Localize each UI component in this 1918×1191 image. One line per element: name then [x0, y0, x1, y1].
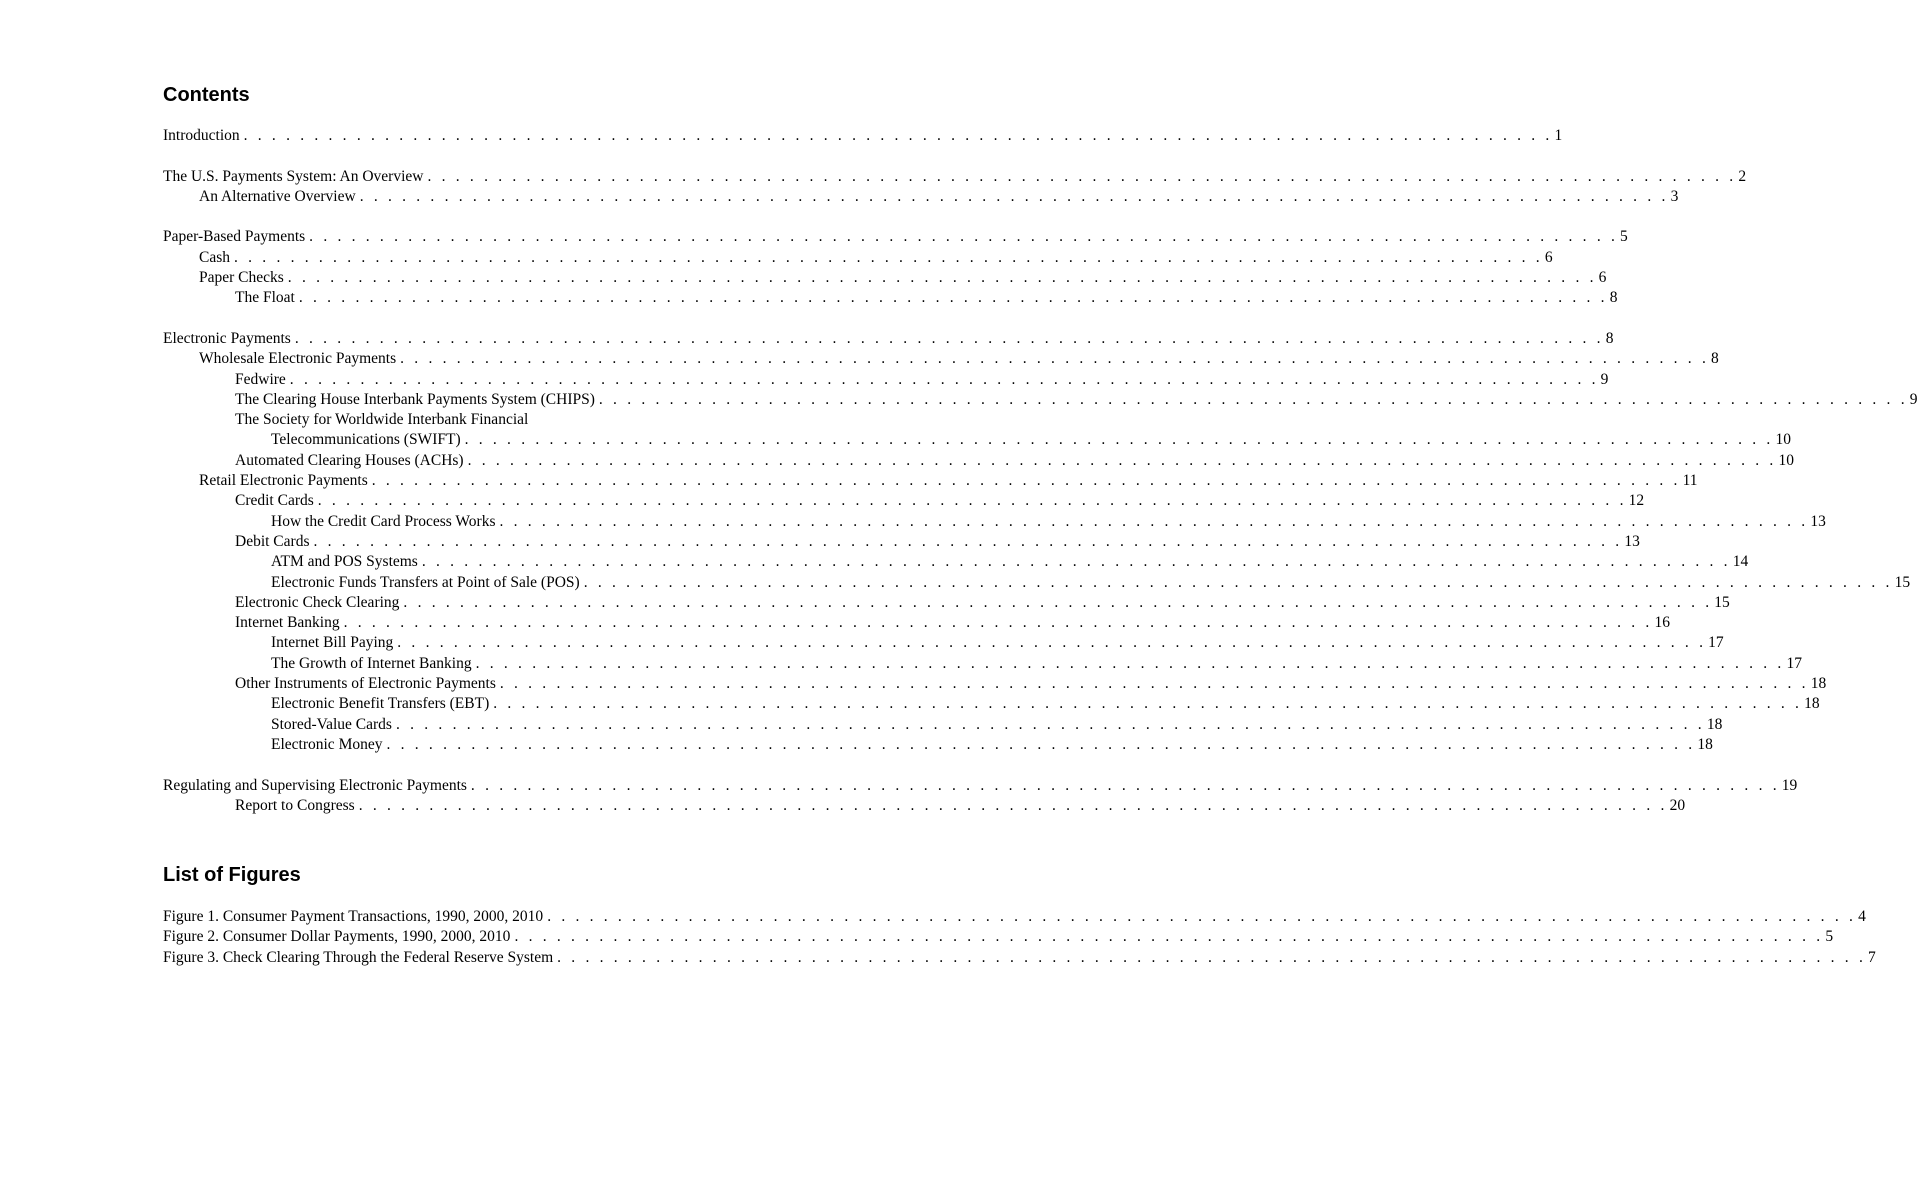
toc-entry-page: 18 — [1810, 675, 1827, 693]
dot-leader: . . . . . . . . . . . . . . . . . . . . . . . . . . . . . . . . . . . . . . . . . . . . . . . . . . . . . . . . . . . . . . . . . . . . . . . . . . . . . . . . . . . . . . . . . . . . . — [400, 350, 1710, 368]
toc-entry-title: Electronic Funds Transfers at Point of Sale (POS) — [271, 573, 580, 591]
toc-entry[interactable] — [163, 370, 1609, 390]
toc-entry-page: 2 — [1738, 167, 1747, 185]
toc-entry-title: Retail Electronic Payments — [199, 472, 368, 490]
toc-entry-title: Other Instruments of Electronic Payments — [235, 675, 496, 693]
dot-leader: . . . . . . . . . . . . . . . . . . . . . . . . . . . . . . . . . . . . . . . . . . . . . . . . . . . . . . . . . . . . . . . . . . . . . . . . . . . . . . . . . . . . . . . . . . . . . — [403, 593, 1713, 611]
toc-entry-title: Report to Congress — [235, 796, 355, 814]
figures-heading: List of Figures — [163, 864, 301, 887]
toc-entry-title: The U.S. Payments System: An Overview — [163, 167, 424, 185]
dot-leader: . . . . . . . . . . . . . . . . . . . . . . . . . . . . . . . . . . . . . . . . . . . . . . . . . . . . . . . . . . . . . . . . . . . . . . . . . . . . . . . . . . . . . . . . . . . . . — [371, 472, 1681, 490]
contents-list — [163, 126, 1918, 816]
toc-entry[interactable] — [163, 248, 1553, 268]
dot-leader: . . . . . . . . . . . . . . . . . . . . . . . . . . . . . . . . . . . . . . . . . . . . . . . . . . . . . . . . . . . . . . . . . . . . . . . . . . . . . . . . . . . . . . . . . . . . . — [493, 695, 1803, 713]
toc-entry-page: 12 — [1628, 492, 1645, 510]
toc-entry[interactable] — [163, 471, 1698, 491]
toc-entry[interactable] — [163, 167, 1747, 187]
toc-entry-title: Electronic Payments — [163, 329, 291, 347]
toc-entry-title: Stored-Value Cards — [271, 715, 392, 733]
toc-entry-title: Introduction — [163, 127, 240, 144]
toc-entry-page: 6 — [1598, 269, 1607, 287]
toc-entry-title: The Float — [235, 289, 295, 307]
toc-entry-page: 8 — [1609, 289, 1618, 307]
toc-entry-title: Internet Bill Paying — [271, 634, 394, 652]
toc-entry-page: 8 — [1605, 329, 1614, 347]
dot-leader: . . . . . . . . . . . . . . . . . . . . . . . . . . . . . . . . . . . . . . . . . . . . . . . . . . . . . . . . . . . . . . . . . . . . . . . . . . . . . . . . . . . . . . . . . . . . . — [343, 614, 1653, 632]
toc-entry-title: Internet Banking — [235, 614, 340, 632]
dot-leader: . . . . . . . . . . . . . . . . . . . . . . . . . . . . . . . . . . . . . . . . . . . . . . . . . . . . . . . . . . . . . . . . . . . . . . . . . . . . . . . . . . . . . . . . . . . . . — [289, 370, 1599, 388]
toc-entry[interactable] — [163, 187, 1679, 207]
toc-entry-page: 17 — [1786, 654, 1802, 672]
dot-leader: . . . . . . . . . . . . . . . . . . . . . . . . . . . . . . . . . . . . . . . . . . . . . . . . . . . . . . . . . . . . . . . . . . . . . . . . . . . . . . . . . . . . . . . . . . . . . — [395, 715, 1705, 733]
toc-entry[interactable] — [163, 126, 1563, 146]
dot-leader: . . . . . . . . . . . . . . . . . . . . . . . . . . . . . . . . . . . . . . . . . . . . . . . . . . . . . . . . . . . . . . . . . . . . . . . . . . . . . . . . . . . . . . . . . . . . . — [397, 634, 1707, 652]
toc-entry-title: Electronic Money — [271, 735, 383, 753]
dot-leader: . . . . . . . . . . . . . . . . . . . . . . . . . . . . . . . . . . . . . . . . . . . . . . . . . . . . . . . . . . . . . . . . . . . . . . . . . . . . . . . . . . . . . . . . . . . . . — [359, 187, 1669, 205]
toc-entry[interactable] — [163, 613, 1670, 633]
dot-leader: . . . . . . . . . . . . . . . . . . . . . . . . . . . . . . . . . . . . . . . . . . . . . . . . . . . . . . . . . . . . . . . . . . . . . . . . . . . . . . . . . . . . . . . . . . . . . — [583, 573, 1893, 591]
toc-entry[interactable] — [163, 491, 1645, 511]
dot-leader: . . . . . . . . . . . . . . . . . . . . . . . . . . . . . . . . . . . . . . . . . . . . . . . . . . . . . . . . . . . . . . . . . . . . . . . . . . . . . . . . . . . . . . . . . . . . . — [313, 532, 1623, 550]
toc-entry-page: 18 — [1706, 715, 1723, 733]
toc-entry-title: Debit Cards — [235, 532, 310, 550]
toc-entry[interactable] — [163, 715, 1723, 735]
dot-leader: . . . . . . . . . . . . . . . . . . . . . . . . . . . . . . . . . . . . . . . . . . . . . . . . . . . . . . . . . . . . . . . . . . . . . . . . . . . . . . . . . . . . . . . . . . . . . — [234, 248, 1543, 266]
figure-entry-page: 4 — [1858, 908, 1866, 926]
figures-list — [163, 907, 1876, 968]
dot-leader: . . . . . . . . . . . . . . . . . . . . . . . . . . . . . . . . . . . . . . . . . . . . . . . . . . . . . . . . . . . . . . . . . . . . . . . . . . . . . . . . . . . . . . . . . . . . . — [470, 776, 1780, 794]
toc-entry[interactable] — [163, 694, 1820, 714]
toc-entry-title: Wholesale Electronic Payments — [199, 350, 397, 368]
dot-leader: . . . . . . . . . . . . . . . . . . . . . . . . . . . . . . . . . . . . . . . . . . . . . . . . . . . . . . . . . . . . . . . . . . . . . . . . . . . . . . . . . . . . . . . . . . . . . — [421, 553, 1731, 571]
dot-leader: . . . . . . . . . . . . . . . . . . . . . . . . . . . . . . . . . . . . . . . . . . . . . . . . . . . . . . . . . . . . . . . . . . . . . . . . . . . . . . . . . . . . . . . . . . . . . — [514, 928, 1824, 946]
toc-entry-page: 18 — [1804, 695, 1820, 713]
toc-entry-title: Automated Clearing Houses (ACHs) — [235, 451, 464, 469]
toc-entry-page: 8 — [1711, 350, 1719, 368]
toc-entry-page: 10 — [1775, 431, 1791, 449]
figure-entry-title: Figure 3. Check Clearing Through the Federal Reserve System — [163, 948, 554, 966]
toc-entry-title: Telecommunications (SWIFT) — [271, 431, 461, 449]
toc-entry[interactable] — [163, 329, 1614, 349]
contents-heading: Contents — [163, 84, 250, 106]
figure-entry[interactable] — [163, 927, 1834, 947]
toc-entry-title: Credit Cards — [235, 492, 314, 510]
toc-entry[interactable] — [163, 532, 1640, 552]
toc-entry-title: Fedwire — [235, 370, 286, 388]
toc-entry-title: Regulating and Supervising Electronic Payments — [163, 776, 467, 794]
toc-entry-page: 17 — [1708, 634, 1724, 652]
toc-entry-page: 20 — [1669, 796, 1686, 814]
toc-entry-page: 3 — [1670, 187, 1679, 205]
toc-entry-page: 1 — [1554, 127, 1563, 144]
dot-leader: . . . . . . . . . . . . . . . . . . . . . . . . . . . . . . . . . . . . . . . . . . . . . . . . . . . . . . . . . . . . . . . . . . . . . . . . . . . . . . . . . . . . . . . . . . . . . — [557, 948, 1867, 966]
toc-entry-title: The Growth of Internet Banking — [271, 654, 472, 672]
toc-entry[interactable] — [163, 654, 1802, 674]
toc-entry[interactable] — [163, 552, 1749, 572]
dot-leader: . . . . . . . . . . . . . . . . . . . . . . . . . . . . . . . . . . . . . . . . . . . . . . . . . . . . . . . . . . . . . . . . . . . . . . . . . . . . . . . . . . . . . . . . . . . . . — [467, 451, 1777, 469]
dot-leader: . . . . . . . . . . . . . . . . . . . . . . . . . . . . . . . . . . . . . . . . . . . . . . . . . . . . . . . . . . . . . . . . . . . . . . . . . . . . . . . . . . . . . . . . . . . . . — [317, 492, 1627, 510]
dot-leader: . . . . . . . . . . . . . . . . . . . . . . . . . . . . . . . . . . . . . . . . . . . . . . . . . . . . . . . . . . . . . . . . . . . . . . . . . . . . . . . . . . . . . . . . . . . . . — [427, 167, 1737, 185]
dot-leader: . . . . . . . . . . . . . . . . . . . . . . . . . . . . . . . . . . . . . . . . . . . . . . . . . . . . . . . . . . . . . . . . . . . . . . . . . . . . . . . . . . . . . . . . . . . . . — [464, 431, 1774, 449]
toc-entry[interactable] — [163, 573, 1911, 593]
toc-entry-title: The Clearing House Interbank Payments System (CHIPS) — [235, 390, 595, 408]
toc-entry-page: 11 — [1682, 472, 1698, 490]
toc-entry[interactable] — [163, 349, 1719, 369]
toc-entry[interactable] — [163, 451, 1794, 471]
toc-entry[interactable] — [163, 593, 1730, 613]
dot-leader: . . . . . . . . . . . . . . . . . . . . . . . . . . . . . . . . . . . . . . . . . . . . . . . . . . . . . . . . . . . . . . . . . . . . . . . . . . . . . . . . . . . . . . . . . . . . . — [499, 512, 1809, 530]
toc-entry-page: 13 — [1624, 532, 1640, 550]
toc-entry-page: 15 — [1714, 593, 1730, 611]
section-spacer — [163, 816, 758, 860]
toc-entry-title: How the Credit Card Process Works — [271, 512, 496, 530]
toc-entry-page: 5 — [1620, 228, 1628, 246]
toc-entry[interactable] — [163, 674, 1827, 694]
toc-entry[interactable] — [163, 633, 1724, 653]
toc-entry-title: Electronic Check Clearing — [235, 593, 400, 611]
toc-entry-title: Paper Checks — [199, 269, 284, 287]
dot-leader: . . . . . . . . . . . . . . . . . . . . . . . . . . . . . . . . . . . . . . . . . . . . . . . . . . . . . . . . . . . . . . . . . . . . . . . . . . . . . . . . . . . . . . . . . . . . . — [475, 654, 1785, 672]
figure-entry-page: 7 — [1868, 948, 1876, 966]
toc-entry[interactable] — [163, 227, 1628, 247]
figure-entry-title: Figure 1. Consumer Payment Transactions, 1990, 2000, 2010 — [163, 908, 544, 926]
figure-entry-page: 5 — [1825, 928, 1834, 946]
toc-entry[interactable] — [163, 288, 1618, 308]
toc-entry[interactable] — [163, 776, 1798, 796]
toc-entry[interactable] — [163, 390, 1918, 410]
dot-leader: . . . . . . . . . . . . . . . . . . . . . . . . . . . . . . . . . . . . . . . . . . . . . . . . . . . . . . . . . . . . . . . . . . . . . . . . . . . . . . . . . . . . . . . . . . . . . — [386, 735, 1696, 753]
document-page — [163, 80, 1918, 968]
dot-leader: . . . . . . . . . . . . . . . . . . . . . . . . . . . . . . . . . . . . . . . . . . . . . . . . . . . . . . . . . . . . . . . . . . . . . . . . . . . . . . . . . . . . . . . . . . . . . — [294, 329, 1604, 347]
toc-entry-page: 18 — [1697, 735, 1713, 753]
toc-entry[interactable] — [163, 268, 1607, 288]
toc-entry-page: 16 — [1654, 614, 1670, 632]
dot-leader: . . . . . . . . . . . . . . . . . . . . . . . . . . . . . . . . . . . . . . . . . . . . . . . . . . . . . . . . . . . . . . . . . . . . . . . . . . . . . . . . . . . . . . . . . . . . . — [298, 289, 1608, 307]
dot-leader: . . . . . . . . . . . . . . . . . . . . . . . . . . . . . . . . . . . . . . . . . . . . . . . . . . . . . . . . . . . . . . . . . . . . . . . . . . . . . . . . . . . . . . . . . . . . . — [287, 269, 1597, 287]
toc-entry-page: 19 — [1781, 776, 1798, 794]
toc-entry-title: ATM and POS Systems — [271, 553, 418, 571]
dot-leader: . . . . . . . . . . . . . . . . . . . . . . . . . . . . . . . . . . . . . . . . . . . . . . . . . . . . . . . . . . . . . . . . . . . . . . . . . . . . . . . . . . . . . . . . . . . . . — [243, 127, 1553, 144]
figure-entry[interactable] — [163, 948, 1876, 968]
figure-entry[interactable] — [163, 907, 1866, 927]
toc-entry-page: 13 — [1810, 512, 1826, 530]
dot-leader: . . . . . . . . . . . . . . . . . . . . . . . . . . . . . . . . . . . . . . . . . . . . . . . . . . . . . . . . . . . . . . . . . . . . . . . . . . . . . . . . . . . . . . . . . . . . . — [598, 390, 1908, 408]
toc-entry-title: Paper-Based Payments — [163, 228, 306, 246]
toc-entry-title-line1[interactable]: The Society for Worldwide Interbank Financial — [235, 411, 529, 429]
dot-leader: . . . . . . . . . . . . . . . . . . . . . . . . . . . . . . . . . . . . . . . . . . . . . . . . . . . . . . . . . . . . . . . . . . . . . . . . . . . . . . . . . . . . . . . . . . . . . — [499, 675, 1809, 693]
toc-entry-title: Cash — [199, 248, 230, 266]
toc-entry[interactable] — [163, 512, 1826, 532]
dot-leader: . . . . . . . . . . . . . . . . . . . . . . . . . . . . . . . . . . . . . . . . . . . . . . . . . . . . . . . . . . . . . . . . . . . . . . . . . . . . . . . . . . . . . . . . . . . . . — [309, 228, 1619, 246]
toc-entry-title: An Alternative Overview — [199, 187, 356, 205]
dot-leader: . . . . . . . . . . . . . . . . . . . . . . . . . . . . . . . . . . . . . . . . . . . . . . . . . . . . . . . . . . . . . . . . . . . . . . . . . . . . . . . . . . . . . . . . . . . . . — [358, 796, 1668, 814]
toc-entry-page: 10 — [1778, 451, 1794, 469]
toc-entry-title: Electronic Benefit Transfers (EBT) — [271, 695, 490, 713]
toc-entry-page: 9 — [1600, 370, 1609, 388]
toc-entry[interactable] — [163, 735, 1713, 755]
toc-entry[interactable] — [163, 796, 1686, 816]
toc-entry[interactable] — [163, 430, 1791, 450]
toc-entry-page: 9 — [1909, 390, 1918, 408]
dot-leader: . . . . . . . . . . . . . . . . . . . . . . . . . . . . . . . . . . . . . . . . . . . . . . . . . . . . . . . . . . . . . . . . . . . . . . . . . . . . . . . . . . . . . . . . . . . . . — [547, 908, 1857, 926]
toc-entry-page: 14 — [1732, 553, 1749, 571]
toc-entry-page: 15 — [1894, 573, 1911, 591]
toc-entry-page: 6 — [1544, 248, 1553, 266]
figure-entry-title: Figure 2. Consumer Dollar Payments, 1990, 2000, 2010 — [163, 928, 511, 946]
